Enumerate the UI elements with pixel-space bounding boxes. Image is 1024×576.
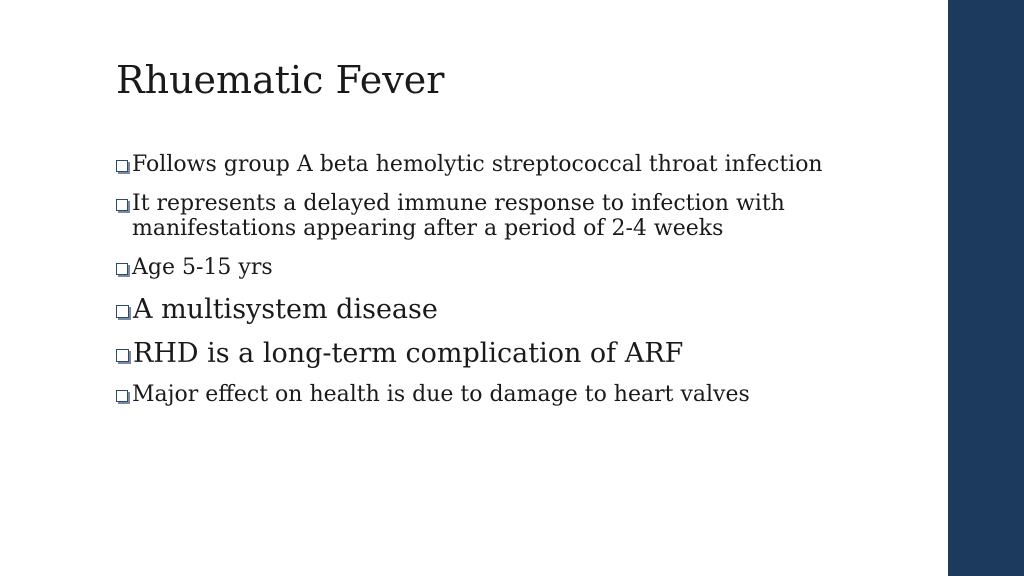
bullet-item [116, 152, 876, 177]
bullet-item [116, 191, 876, 241]
bullet-item [116, 294, 876, 326]
bullet-item [116, 338, 876, 370]
bullet-text: Age 5-15 yrs [132, 255, 273, 280]
bullet-text: It represents a delayed immune response to infection with manifestations appearing after a period of 2-4 weeks [132, 191, 785, 241]
bullet-item [116, 255, 876, 280]
bullet-text: Major effect on health is due to damage to heart valves [132, 382, 750, 407]
slide-title: Rhuematic Fever [116, 58, 445, 102]
square-bullet-icon [116, 305, 129, 318]
square-bullet-icon [116, 199, 128, 211]
square-bullet-icon [116, 263, 128, 275]
bullet-list [116, 152, 876, 421]
bullet-text: RHD is a long-term complication of ARF [133, 338, 684, 369]
square-bullet-icon [116, 160, 128, 172]
accent-side-bar [948, 0, 1024, 576]
bullet-text: A multisystem disease [133, 294, 438, 325]
bullet-text: Follows group A beta hemolytic streptococcal throat infection [132, 152, 823, 177]
square-bullet-icon [116, 349, 129, 362]
bullet-item [116, 382, 876, 407]
square-bullet-icon [116, 390, 128, 402]
